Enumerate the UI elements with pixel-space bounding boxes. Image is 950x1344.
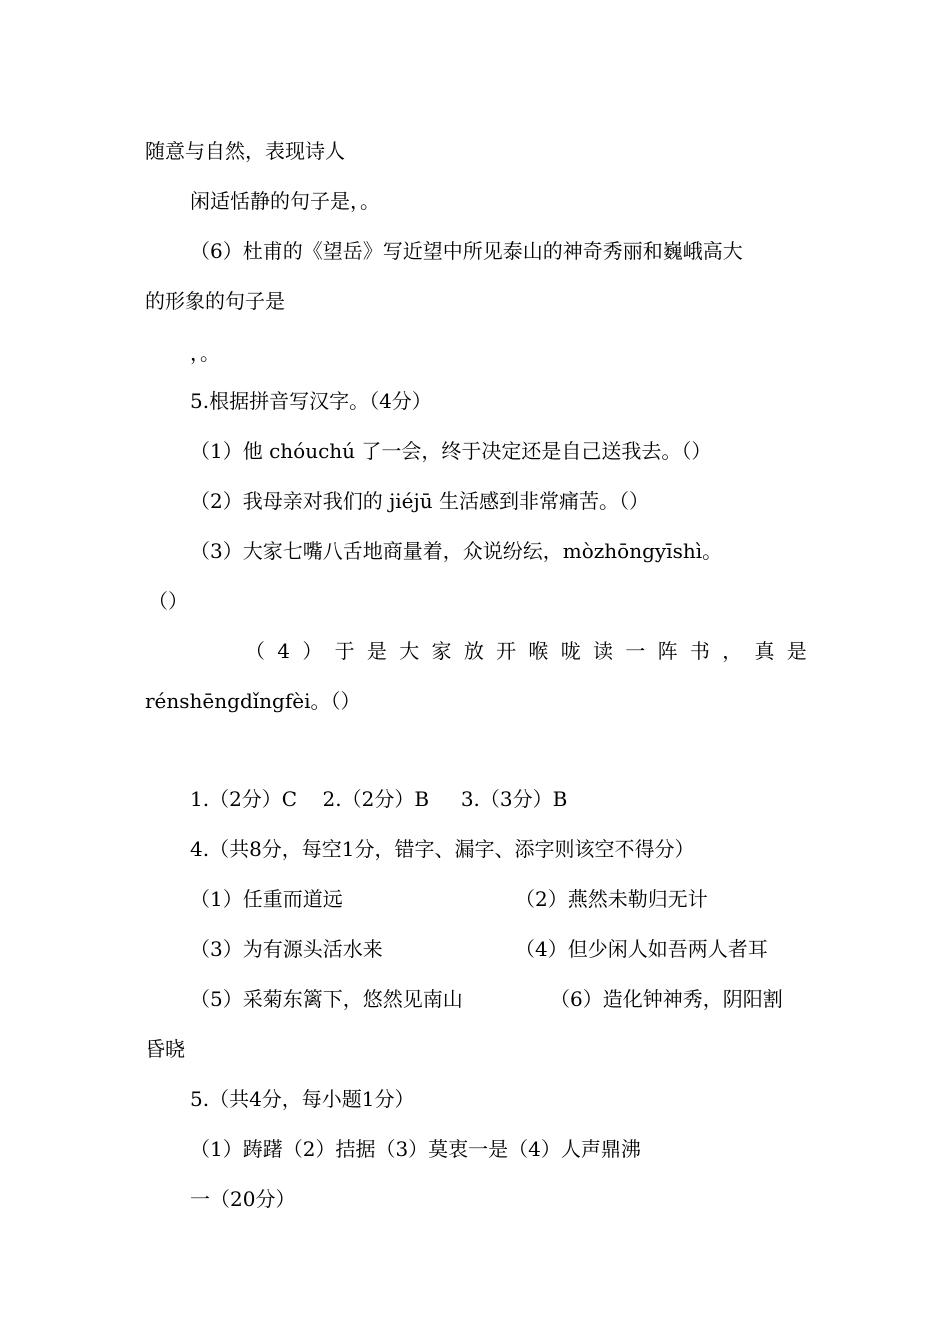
answer-4-heading: 4.（共8分，每空1分，错字、漏字、添字则该空不得分）	[190, 837, 695, 861]
answer-4-6-continued: 昏晓	[145, 1037, 185, 1061]
q4-char: 读	[593, 639, 613, 663]
q4-char: 阵	[657, 639, 678, 663]
pinyin-question-1: （1）他 chóuchú 了一会，终于决定还是自己送我去。（）	[190, 439, 712, 463]
question-6-line-2: 的形象的句子是	[145, 289, 285, 313]
q4-char: ，	[722, 639, 743, 663]
q4-char: 书	[689, 639, 710, 663]
pinyin-question-3: （3）大家七嘴八舌地商量着，众说纷纭，mòzhōngyīshì。	[190, 539, 723, 563]
q4-char: 4	[277, 639, 291, 663]
answer-4-4: （4）但少闲人如吾两人者耳	[515, 937, 768, 961]
answer-4-6: （6）造化钟神秀，阴阳割	[550, 987, 783, 1011]
q4-char: 放	[463, 639, 484, 663]
pinyin-question-4-line-2: rénshēngdǐngfèi。（）	[145, 689, 361, 713]
pinyin-question-4-line-1	[245, 638, 807, 664]
question-6-blank: ，。	[190, 341, 220, 365]
answer-4-3: （3）为有源头活水来	[190, 937, 383, 961]
q4-char: （	[245, 639, 265, 663]
q4-char: 一	[625, 639, 646, 663]
answer-multiple-choice: 1.（2分）C 2.（2分）B 3.（3分）B	[190, 787, 568, 811]
q4-char: 喉	[528, 639, 549, 663]
section-heading: 一（20分）	[190, 1187, 296, 1211]
answer-5-heading: 5.（共4分，每小题1分）	[190, 1087, 415, 1111]
pinyin-question-3-paren: （）	[148, 589, 188, 613]
question-6-line-1: （6）杜甫的《望岳》写近望中所见泰山的神奇秀丽和巍峨高大	[190, 239, 743, 263]
q4-char: 大	[399, 639, 420, 663]
pinyin-question-2: （2）我母亲对我们的 jiéjū 生活感到非常痛苦。（）	[190, 489, 649, 513]
poem-line-1: 随意与自然，表现诗人	[145, 139, 345, 163]
poem-line-2: 闲适恬静的句子是，。	[190, 189, 380, 213]
answer-4-1: （1）任重而道远	[190, 887, 343, 911]
q4-char: 于	[334, 639, 355, 663]
pinyin-heading: 5.根据拼音写汉字。（4分）	[190, 389, 432, 413]
q4-char: 咙	[560, 639, 581, 663]
q4-char: ）	[302, 639, 323, 663]
answer-4-5: （5）采菊东篱下，悠然见南山	[190, 987, 463, 1011]
q4-char: 是	[366, 639, 387, 663]
answer-5-list: （1）踌躇（2）拮据（3）莫衷一是（4）人声鼎沸	[190, 1137, 641, 1161]
answer-4-2: （2）燕然未勒归无计	[515, 887, 708, 911]
q4-char: 开	[496, 639, 517, 663]
q4-char: 是	[786, 639, 807, 663]
q4-char: 真	[754, 639, 775, 663]
q4-char: 家	[431, 639, 452, 663]
